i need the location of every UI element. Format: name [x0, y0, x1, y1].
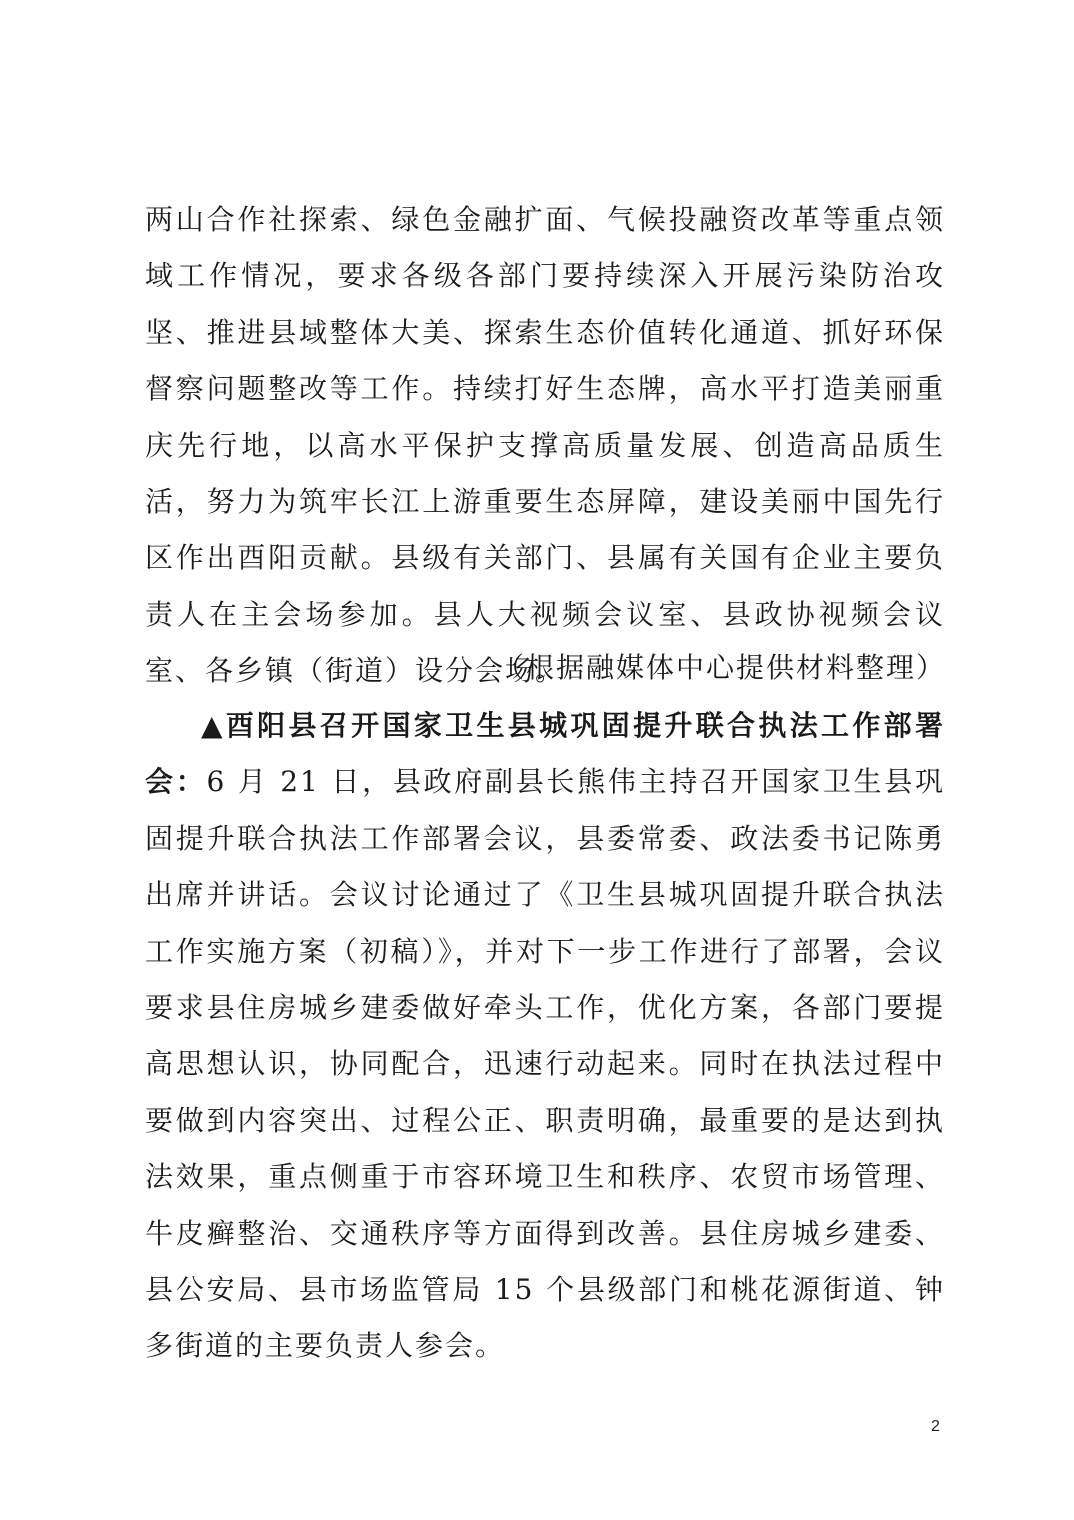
source-attribution: （根据融媒体中心提供材料整理）	[495, 651, 946, 684]
page-number: 2	[931, 1418, 940, 1435]
news-item-body: 6 月 21 日，县政府副县长熊伟主持召开国家卫生县巩固提升联合执法工作部署会议，县委常委、政法委书记陈勇出席并讲话。会议讨论通过了《卫生县城巩固提升联合执法工作实施方案（初稿）》，并对下一步工作进行了部署，会议要求县住房城乡建委做好牵头工作，优化方案，各部门要提高思想认识，协同配合，迅速行动起来。同时在执法过程中要做到内容突出、过程公正、职责明确，最重要的是达到执法效果，重点侧重于市容环境卫生和秩序、农贸市场管理、牛皮癣整治、交通秩序等方面得到改善。县住房城乡建委、县公安局、县市场监管局 15 个县级部门和桃花源街道、钟多街道的主要负责人参会。	[145, 765, 945, 1363]
paragraph-continued: 两山合作社探索、绿色金融扩面、气候投融资改革等重点领域工作情况，要求各级各部门要持续深入开展污染防治攻坚、推进县域整体大美、探索生态价值转化通道、抓好环保督察问题整改等工作。持续打好生态牌，高水平打造美丽重庆先行地，以高水平保护支撑高质量发展、创造高品质生活，努力为筑牢长江上游重要生态屏障，建设美丽中国先行区作出酉阳贡献。县级有关部门、县属有关国有企业主要负责人在主会场参加。县人大视频会议室、县政协视频会议室、各乡镇（街道）设分会场。	[145, 203, 945, 688]
news-item	[145, 698, 945, 1375]
news-item-heading: ▲酉阳县召开国家卫生县城巩固提升联合执法工作部署会：	[145, 709, 945, 799]
